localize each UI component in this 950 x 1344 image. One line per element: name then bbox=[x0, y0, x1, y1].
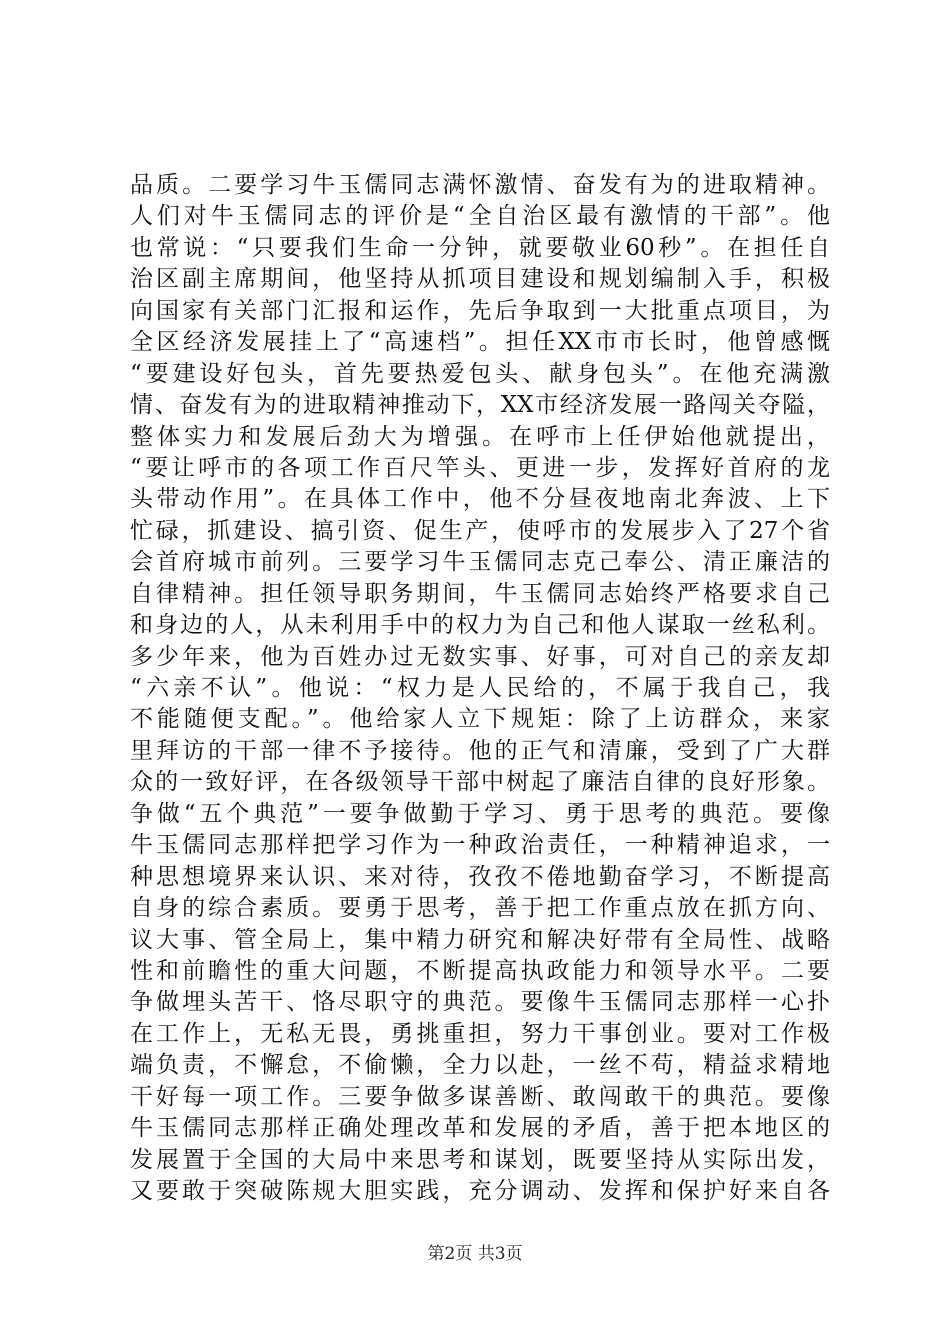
text-line: 性和前瞻性的重大问题，不断提高执政能力和领导水平。二要 bbox=[130, 957, 830, 984]
text-line: 里拜访的干部一律不予接待。他的正气和清廉，受到了广大群 bbox=[130, 737, 830, 764]
text-line: 牛玉儒同志那样把学习作为一种政治责任，一种精神追求，一 bbox=[130, 832, 830, 859]
text-line: 争做埋头苦干、恪尽职守的典范。要像牛玉儒同志那样一心扑 bbox=[130, 989, 830, 1016]
text-line: 端负责，不懈怠，不偷懒，全力以赴，一丝不苟，精益求精地 bbox=[130, 1052, 830, 1079]
text-line: 情、奋发有为的进取精神推动下，XX市经济发展一路闯关夺隘， bbox=[130, 392, 830, 419]
text-line: 众的一致好评，在各级领导干部中树起了廉洁自律的良好形象。 bbox=[130, 769, 830, 796]
body-text bbox=[130, 170, 830, 1207]
text-line: 又要敢于突破陈规大胆实践，充分调动、发挥和保护好来自各 bbox=[130, 1178, 830, 1204]
text-line: 议大事、管全局上，集中精力研究和解决好带有全局性、战略 bbox=[130, 926, 830, 953]
text-line: “要让呼市的各项工作百尺竿头、更进一步，发挥好首府的龙 bbox=[130, 454, 830, 481]
text-line: 也常说：“只要我们生命一分钟，就要敬业60秒”。在担任自 bbox=[130, 234, 830, 261]
text-line: 在工作上，无私无畏，勇挑重担，努力干事创业。要对工作极 bbox=[130, 1020, 830, 1047]
text-line: 会首府城市前列。三要学习牛玉儒同志克己奉公、清正廉洁的 bbox=[130, 549, 830, 576]
text-line: 干好每一项工作。三要争做多谋善断、敢闯敢干的典范。要像 bbox=[130, 1083, 830, 1110]
text-line: 自身的综合素质。要勇于思考，善于把工作重点放在抓方向、 bbox=[130, 895, 830, 922]
text-line: 和身边的人，从未利用手中的权力为自己和他人谋取一丝私利。 bbox=[130, 612, 830, 639]
text-line: 治区副主席期间，他坚持从抓项目建设和规划编制入手，积极 bbox=[130, 266, 830, 293]
text-line: 牛玉儒同志那样正确处理改革和发展的矛盾，善于把本地区的 bbox=[130, 1115, 830, 1142]
text-line: 向国家有关部门汇报和运作，先后争取到一大批重点项目，为 bbox=[130, 297, 830, 324]
text-line: 争做“五个典范”一要争做勤于学习、勇于思考的典范。要像 bbox=[130, 800, 830, 827]
text-line: 种思想境界来认识、来对待，孜孜不倦地勤奋学习，不断提高 bbox=[130, 863, 830, 890]
text-line: “要建设好包头，首先要热爱包头、献身包头”。在他充满激 bbox=[130, 360, 830, 387]
text-line: 头带动作用”。在具体工作中，他不分昼夜地南北奔波、上下 bbox=[130, 486, 830, 513]
page-footer: 第2页 共3页 bbox=[427, 1244, 523, 1264]
text-line: 人们对牛玉儒同志的评价是“全自治区最有激情的干部”。他 bbox=[130, 203, 830, 230]
text-line: 不能随便支配。”。他给家人立下规矩：除了上访群众，来家 bbox=[130, 706, 830, 733]
text-line: 多少年来，他为百姓办过无数实事、好事，可对自己的亲友却 bbox=[130, 643, 830, 670]
text-line: 忙碌，抓建设、搞引资、促生产，使呼市的发展步入了27个省 bbox=[130, 517, 830, 544]
text-line: 自律精神。担任领导职务期间，牛玉儒同志始终严格要求自己 bbox=[130, 580, 830, 607]
text-line: 发展置于全国的大局中来思考和谋划，既要坚持从实际出发， bbox=[130, 1146, 830, 1173]
text-line: 整体实力和发展后劲大为增强。在呼市上任伊始他就提出， bbox=[130, 423, 830, 450]
text-line: 品质。二要学习牛玉儒同志满怀激情、奋发有为的进取精神。 bbox=[130, 172, 830, 198]
text-line: “六亲不认”。他说：“权力是人民给的，不属于我自己，我 bbox=[130, 675, 830, 701]
text-line: 全区经济发展挂上了“高速档”。担任XX市市长时，他曾感慨 bbox=[130, 329, 830, 356]
